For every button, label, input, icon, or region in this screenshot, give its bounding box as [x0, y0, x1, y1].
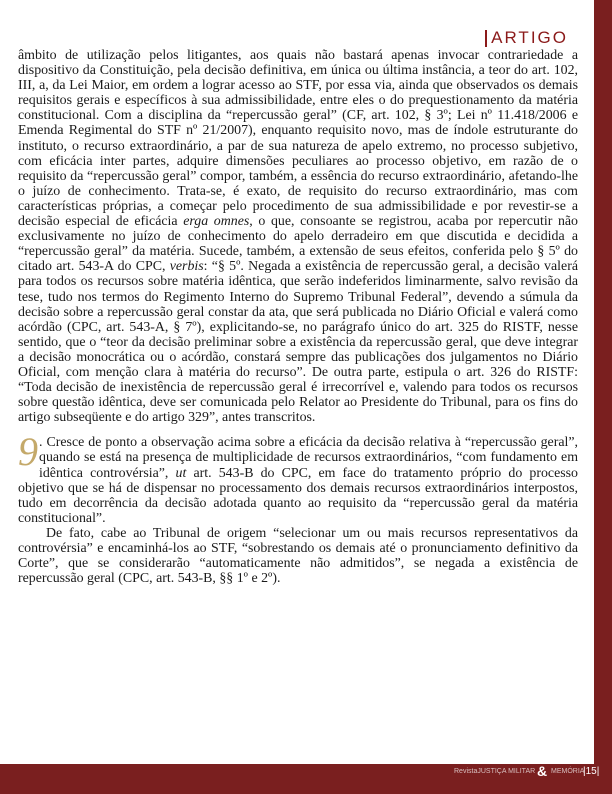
magazine-ampersand: & — [537, 763, 548, 779]
paragraph-1 — [18, 48, 578, 425]
drop-cap: 9 — [18, 429, 38, 475]
paragraph-1-emphasis-2: verbis — [169, 259, 204, 275]
page-footer — [0, 764, 612, 794]
paragraph-2-text: . Cresce de ponto a observação acima sobre a eficácia da decisão relativa à “repercussão geral”, quando se está na presença de multiplicidade de recursos extraordinários, “com fundamento em idêntica controvérsia”, — [39, 435, 578, 481]
magazine-name-b: MEMÓRIA — [551, 768, 585, 775]
article-body — [18, 48, 578, 586]
paragraph-1-text: âmbito de utilização pelos litigantes, aos quais não bastará apenas invocar contrariedade a dispositivo da Constituição, pela decisão definitiva, em única ou última instância, a teor do art. 102, III, a, da Lei Maior, em ordem a lograr acesso ao STF, por essa via, ainda que observados os demais requisitos gerais e específicos à sua admissibilidade, entre eles o do prequestionamento da matéria constitucional. Com a disciplina da “repercussão geral” (CF, art. 102, § 3º; Lei nº 11.418/2006 e Emenda Regimental do STF nº 21/2007), enquanto requisito novo, mas de índole estruturante do instituto, o recurso extraordinário, a par de sua natureza de apelo extremo, no processo subjetivo, com eficácia inter partes, adquire dimensões peculiares ao processo objetivo, em razão de o requisito da “repercussão geral” compor, também, a essência do recurso extraordinário, afetando-lhe o juízo de conhecimento. Trata-se, é exato, de requisito do recurso extraordinário, mas com características próprias, a começar pelo procedimento de sua admissibilidade e por revestir-se a decisão especial de eficácia — [18, 48, 578, 230]
paragraph-3-text: De fato, cabe ao Tribunal de origem “selecionar um ou mais recursos representativos da controvérsia” e encaminhá-los ao STF, “sobrestando os demais até o pronunciamento definitivo da Corte”, que se considerarão “automaticamente não admitidos”, se negada a existência de repercussão geral (CPC, art. 543-B, §§ 1º e 2º). — [18, 525, 578, 587]
section-title: ARTIGO — [491, 28, 568, 47]
paragraph-1-text-b: , o que, consoante se registrou, acaba por repercutir não exclusivamente no juízo de conhecimento do apelo derradeiro em que discutida e decidida a “repercussão geral” da matéria. Sucede, também, a extensão de seus efeitos, conferida pelo § 5º do citado art. 543-A do CPC, — [18, 214, 579, 275]
paragraph-1-emphasis: erga omnes — [183, 214, 250, 230]
paragraph-2 — [18, 429, 578, 526]
paragraph-2-text-b: art. 543-B do CPC, em face do tratamento próprio do processo objetivo que se há de dispensar no processamento dos demais recursos extraordinários interpostos, tudo em decorrência da decisão adotada quanto ao requisito da “repercussão geral da matéria constitucional”. — [18, 465, 578, 526]
section-divider — [485, 30, 487, 47]
page-number: |15| — [583, 766, 600, 777]
magazine-name: RevistaJUSTIÇA MILITAR — [454, 768, 536, 775]
paragraph-3 — [18, 526, 578, 586]
section-label — [485, 28, 568, 48]
paragraph-2-emphasis: ut — [175, 465, 187, 481]
paragraph-1-text-c: : “§ 5º. Negada a existência de repercussão geral, a decisão valerá para todos os recursos sobre matéria idêntica, que serão indeferidos liminarmente, salvo revisão da tese, tudo nos termos do Regimento Interno do Supremo Tribunal Federal”, devendo a súmula da decisão sobre a repercussão geral constar da ata, que será publicada no Diário Oficial e valerá como acórdão (CPC, art. 543-A, § 7º), explicitando-se, no parágrafo único do art. 325 do RISTF, nesse sentido, que o “teor da decisão preliminar sobre a existência da repercussão geral, que deve integrar a decisão monocrática ou o acórdão, constará sempre das publicações dos julgamentos no Diário Oficial, com menção clara à matéria do recurso”. De outra parte, estipula o art. 326 do RISTF: “Toda decisão de inexistência de repercussão geral é irrecorrível e, valendo para todos os recursos sobre questão idêntica, deve ser comunicada pelo Relator ao Presidente do Tribunal, para os fins do artigo subseqüente e do artigo 329”, antes transcritos. — [18, 259, 578, 426]
